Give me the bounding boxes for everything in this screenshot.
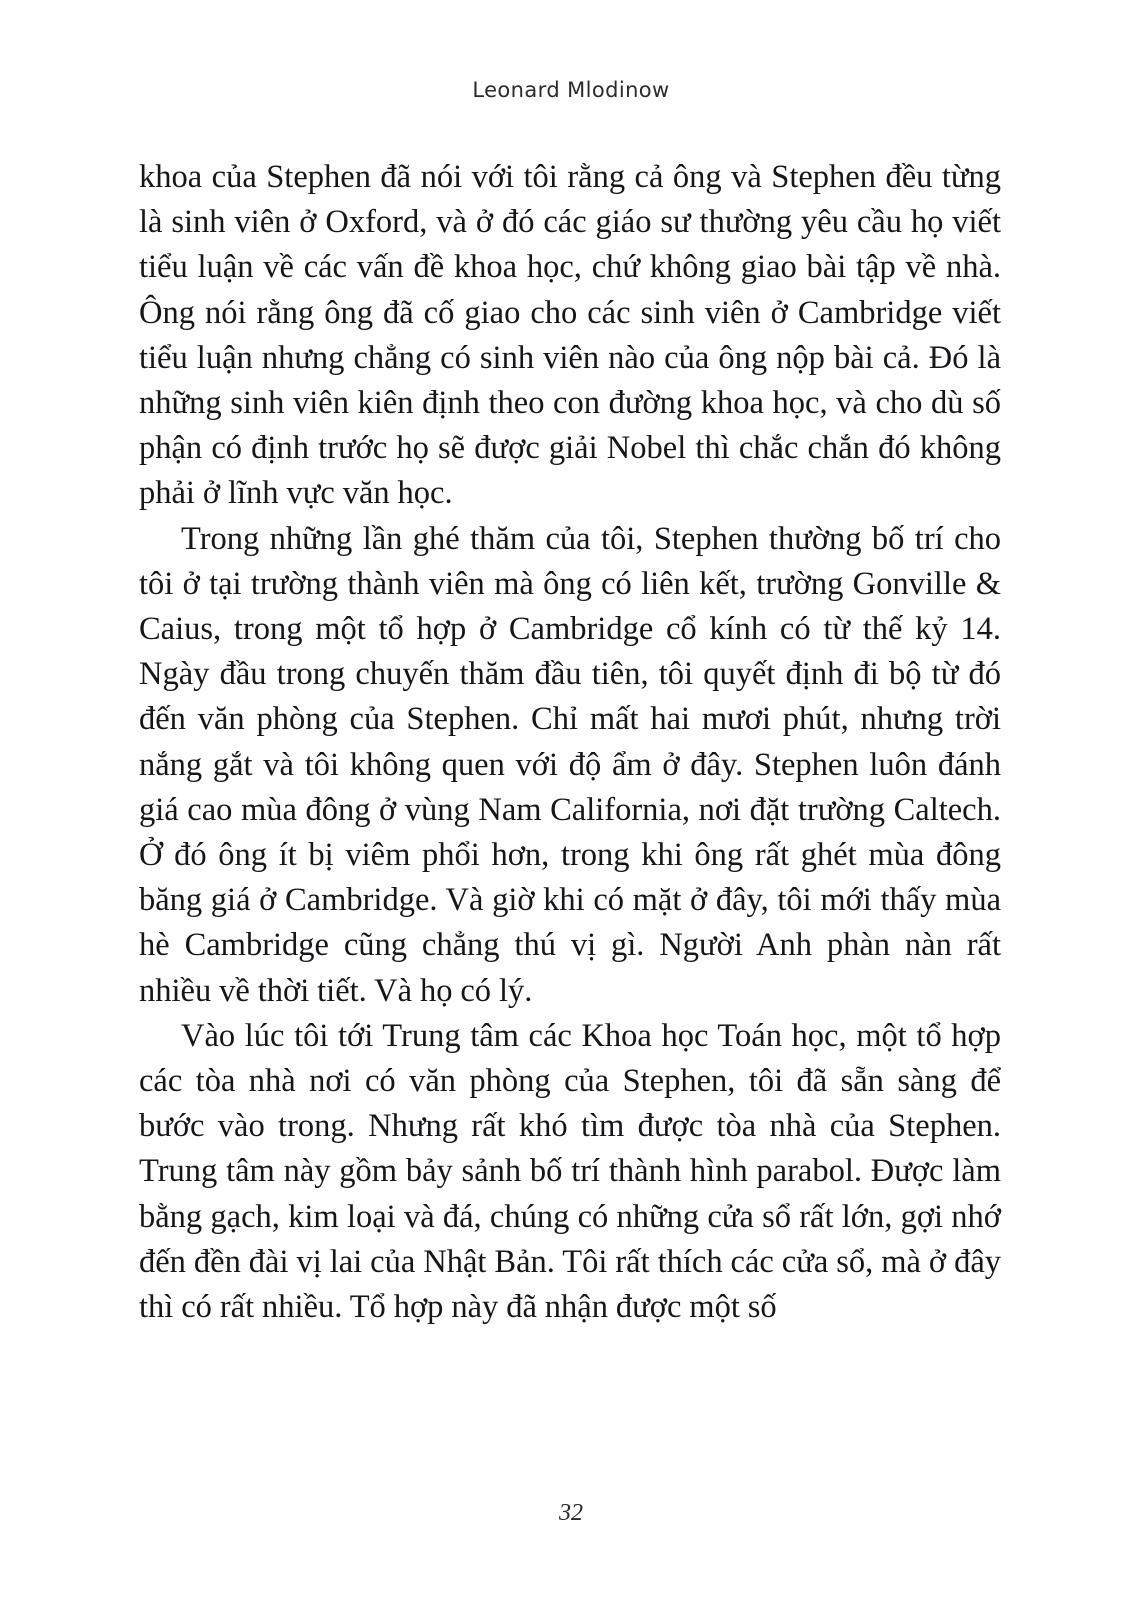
page-number: 32 (559, 1500, 583, 1526)
paragraph: Vào lúc tôi tới Trung tâm các Khoa học Toán học, một tổ hợp các tòa nhà nơi có văn phòng của Stephen, tôi đã sẵn sàng để bước vào trong. Nhưng rất khó tìm được tòa nhà của Stephen. Trung tâm này gồm bảy sảnh bố trí thành hình parabol. Được làm bằng gạch, kim loại và đá, chúng có những cửa sổ rất lớn, gợi nhớ đến đền đài vị lai của Nhật Bản. Tôi rất thích các cửa sổ, mà ở đây thì có rất nhiều. Tổ hợp này đã nhận được một số (139, 1017, 1001, 1326)
body-text-column (139, 155, 1001, 1330)
running-head-author: Leonard Mlodinow (472, 78, 670, 102)
paragraph: khoa của Stephen đã nói với tôi rằng cả ông và Stephen đều từng là sinh viên ở Oxford, và ở đó các giáo sư thường yêu cầu họ viết tiểu luận về các vấn đề khoa học, chứ không giao bài tập về nhà. Ông nói rằng ông đã cố giao cho các sinh viên ở Cambridge viết tiểu luận nhưng chẳng có sinh viên nào của ông nộp bài cả. Đó là những sinh viên kiên định theo con đường khoa học, và cho dù số phận có định trước họ sẽ được giải Nobel thì chắc chắn đó không phải ở lĩnh vực văn học. (139, 159, 1001, 512)
paragraph: Trong những lần ghé thăm của tôi, Stephen thường bố trí cho tôi ở tại trường thành viên mà ông có liên kết, trường Gonville & Caius, trong một tổ hợp ở Cambridge cổ kính có từ thế kỷ 14. Ngày đầu trong chuyến thăm đầu tiên, tôi quyết định đi bộ từ đó đến văn phòng của Stephen. Chỉ mất hai mươi phút, nhưng trời nắng gắt và tôi không quen với độ ẩm ở đây. Stephen luôn đánh giá cao mùa đông ở vùng Nam California, nơi đặt trường Caltech. Ở đó ông ít bị viêm phổi hơn, trong khi ông rất ghét mùa đông băng giá ở Cambridge. Và giờ khi có mặt ở đây, tôi mới thấy mùa hè Cambridge cũng chẳng thú vị gì. Người Anh phàn nàn rất nhiều về thời tiết. Và họ có lý. (139, 520, 1001, 1009)
